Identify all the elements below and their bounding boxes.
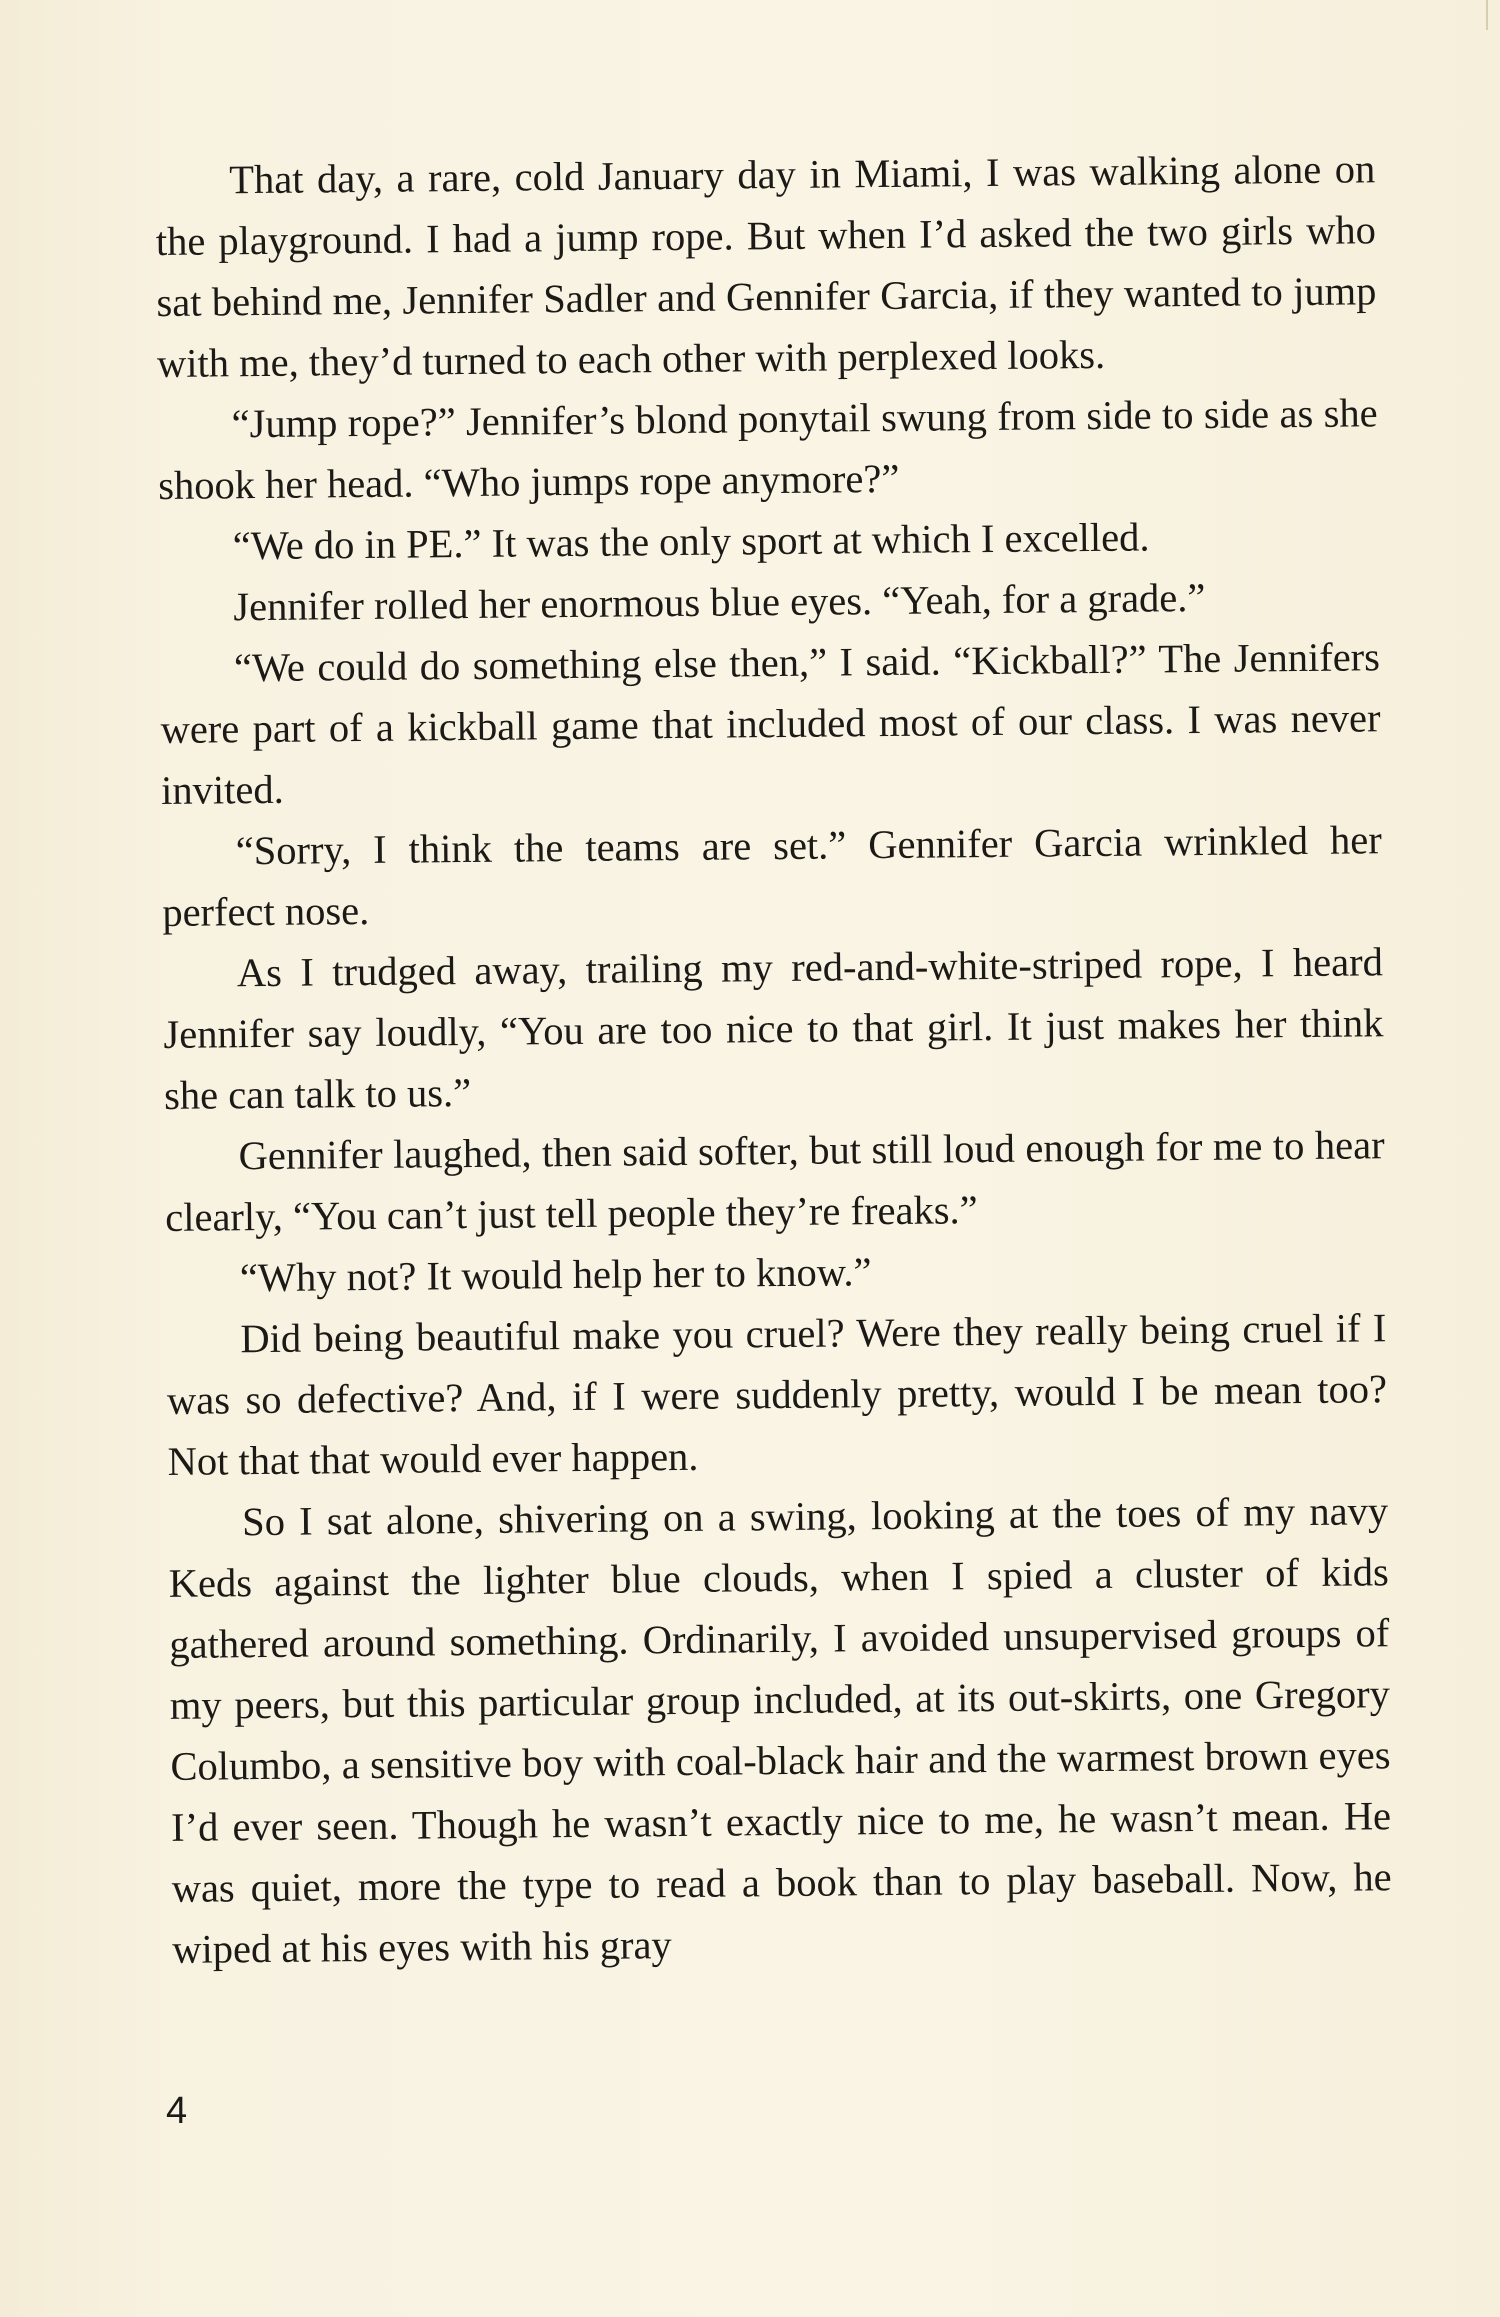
paragraph: As I trudged away, trailing my red-and-white-striped rope, I heard Jennifer say loudly, “You are too nice to that girl. It just makes her think she can talk to us.” (163, 939, 1384, 1118)
paragraph: “Sorry, I think the teams are set.” Gennifer Garcia wrinkled her perfect nose. (162, 817, 1382, 935)
paragraph: Gennifer laughed, then said softer, but still loud enough for me to hear clearly, “You can’t just tell people they’re freaks.” (165, 1122, 1385, 1240)
paragraph: “Why not? It would help her to know.” (239, 1249, 872, 1301)
paragraph: “We do in PE.” It was the only sport at which I excelled. (232, 514, 1150, 569)
paragraph: “We could do something else then,” I said. “Kickball?” The Jennifers were part of a kickball game that included most of our class. I was never invited. (160, 634, 1381, 813)
paragraph: “Jump rope?” Jennifer’s blond ponytail swung from side to side as she shook her head. “Who jumps rope anymore?” (158, 390, 1378, 508)
page-edge-mark (1486, 0, 1488, 30)
body-text (155, 138, 1393, 1980)
paragraph: Did being beautiful make you cruel? Were they really being cruel if I was so defective? And, if I were suddenly pretty, would I be mean too? Not that that would ever happen. (166, 1305, 1388, 1484)
page-number: 4 (166, 2090, 188, 2132)
paragraph: That day, a rare, cold January day in Miami, I was walking alone on the playground. I had a jump rope. But when I’d asked the two girls who sat behind me, Jennifer Sadler and Gennifer Garcia, if they wanted to jump with me, they’d turned to each other with perplexed looks. (155, 146, 1377, 386)
paragraph: Jennifer rolled her enormous blue eyes. “Yeah, for a grade.” (233, 574, 1206, 630)
paragraph: So I sat alone, shivering on a swing, looking at the toes of my navy Keds against the lighter blue clouds, when I spied a cluster of kids gathered around something. Ordinarily, I avoided unsupervised groups of my peers, but this particular group included, at its out-skirts, one Gregory Columbo, a sensitive boy with coal-black hair and the warmest brown eyes I’d ever seen. Though he wasn’t exactly nice to me, he wasn’t mean. He was quiet, more the type to read a book than to play baseball. Now, he wiped at his eyes with his gray (168, 1488, 1392, 1972)
